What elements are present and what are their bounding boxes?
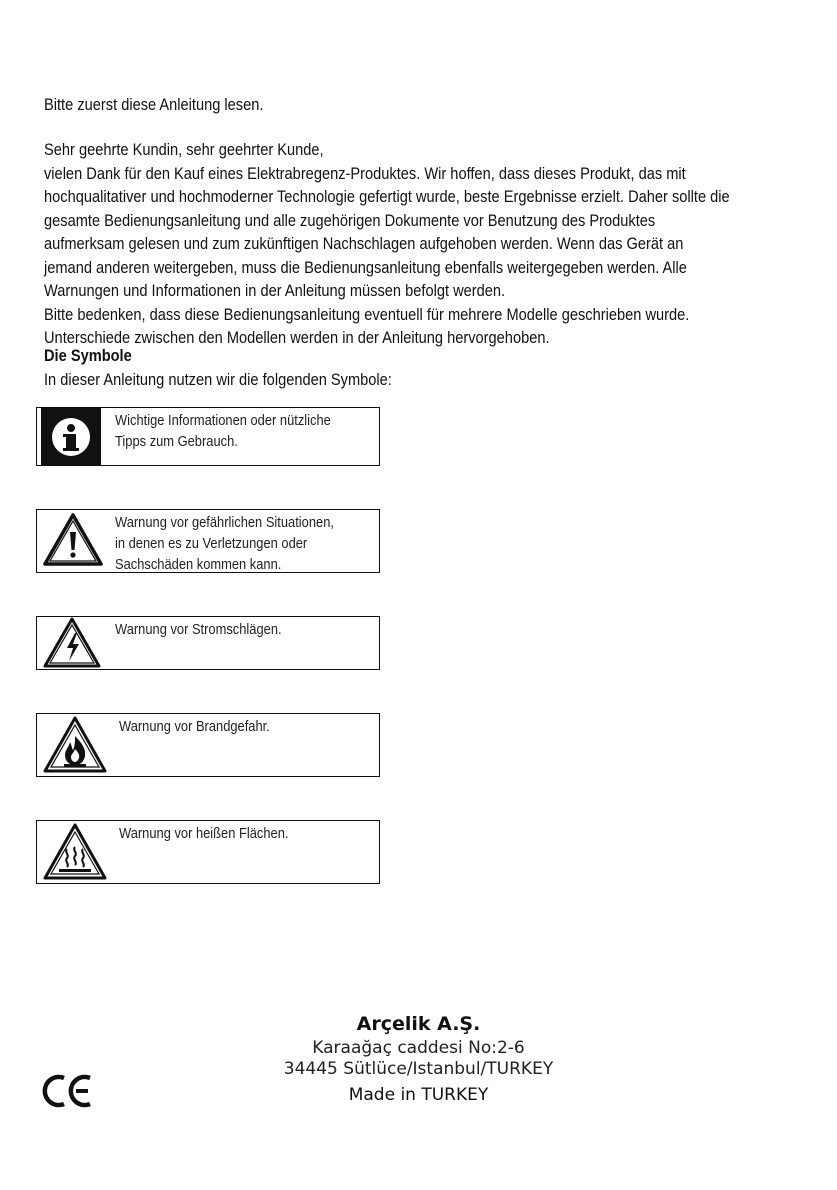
symbol-box-warning xyxy=(36,509,380,573)
symbol-text-line: Tipps zum Gebrauch. xyxy=(115,433,238,450)
symbol-box-electric xyxy=(36,616,380,670)
warning-icon xyxy=(42,512,104,568)
paragraph-line: hochqualitativer und hochmoderner Technologie gefertigt wurde, beste Ergebnisse erzielt. Daher sollte die xyxy=(44,187,730,206)
symbol-text-line: Warnung vor heißen Flächen. xyxy=(119,825,289,842)
symbol-text-line: Wichtige Informationen oder nützliche xyxy=(115,412,331,429)
hot-surface-icon xyxy=(42,823,108,881)
intro-paragraph xyxy=(44,138,730,350)
symbol-box-info xyxy=(36,407,380,466)
symbol-text-line: Warnung vor Brandgefahr. xyxy=(119,718,270,735)
paragraph-line: gesamte Bedienungsanleitung und alle zugehörigen Dokumente vor Benutzung des Produktes xyxy=(44,210,656,230)
symbol-text xyxy=(119,716,270,737)
symbol-box-fire xyxy=(36,713,380,777)
symbol-text-line: Warnung vor Stromschlägen. xyxy=(115,621,282,638)
symbol-text xyxy=(115,410,331,452)
symbols-intro: In dieser Anleitung nutzen wir die folgenden Symbole: xyxy=(44,370,392,389)
symbol-text xyxy=(115,512,334,575)
made-in-label: Made in TURKEY xyxy=(348,1085,489,1105)
symbols-heading: Die Symbole xyxy=(44,346,132,365)
paragraph-line: Unterschiede zwischen den Modellen werden in der Anleitung hervorgehoben. xyxy=(44,328,550,347)
page-title: Bitte zuerst diese Anleitung lesen. xyxy=(44,95,264,114)
ce-mark-icon xyxy=(42,1072,94,1110)
symbol-text-line: in denen es zu Verletzungen oder xyxy=(115,535,308,552)
symbol-text-line: Sachschäden kommen kann. xyxy=(115,556,282,573)
paragraph-line: Warnungen und Informationen in der Anleitung müssen befolgt werden. xyxy=(44,281,506,300)
paragraph-line: aufmerksam gelesen und zum zukünftigen Nachschlagen aufgehoben werden. Wenn das Gerät an xyxy=(44,234,684,253)
symbol-text xyxy=(115,619,282,640)
paragraph-line: Bitte bedenken, dass diese Bedienungsanleitung eventuell für mehrere Modelle geschrieben wurde. xyxy=(44,304,690,324)
paragraph-line: jemand anderen weitergeben, muss die Bedienungsanleitung ebenfalls weitergegeben werden. Alle xyxy=(44,257,687,277)
electric-shock-icon xyxy=(42,617,102,669)
info-icon xyxy=(41,408,101,465)
address-line-2: 34445 Sütlüce/Istanbul/TURKEY xyxy=(283,1059,554,1079)
symbol-box-hot-surface xyxy=(36,820,380,884)
paragraph-line: vielen Dank für den Kauf eines Elektrabregenz-Produktes. Wir hoffen, dass dieses Produkt, das mit xyxy=(44,163,686,183)
symbol-text xyxy=(119,823,288,844)
symbol-text-line: Warnung vor gefährlichen Situationen, xyxy=(115,514,334,531)
ce-mark xyxy=(42,1072,94,1115)
company-name: Arçelik A.Ş. xyxy=(356,1013,481,1035)
address-line-1: Karaağaç caddesi No:2-6 xyxy=(312,1038,525,1058)
fire-icon xyxy=(42,716,108,774)
paragraph-line: Sehr geehrte Kundin, sehr geehrter Kunde, xyxy=(44,140,324,159)
